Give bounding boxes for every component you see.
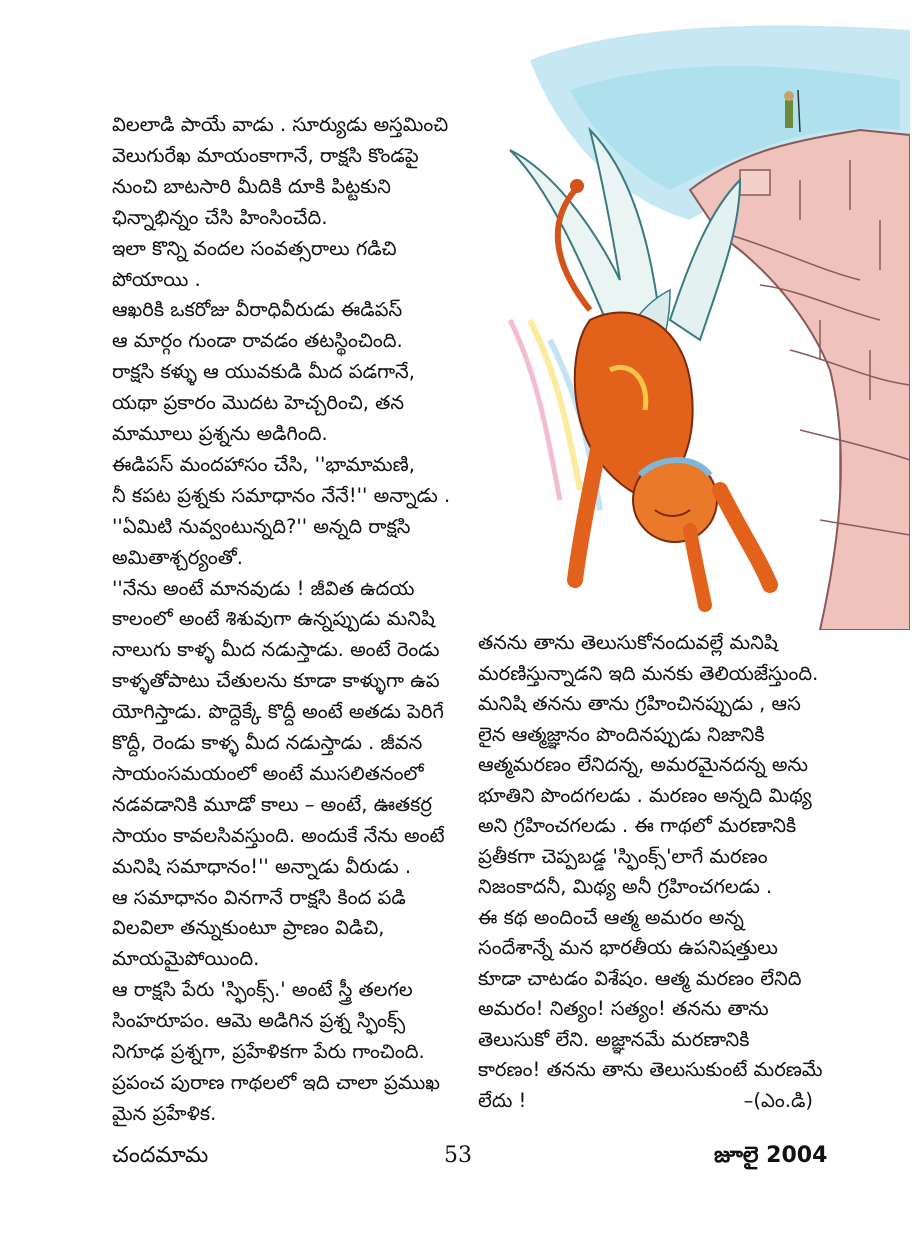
text-line: మనిషి సమాధానం!'' అన్నాడు వీరుడు . [112,854,412,878]
text-line: కారణం! తనను తాను తెలుసుకుంటే మరణమే [478,1058,823,1081]
text-line: విలవిలా తన్నుకుంటూ ప్రాణం విడిచి, [112,916,385,940]
footer-magazine-name: చందమామ [112,1143,209,1168]
text-line: ''ఏమిటి నువ్వంటున్నది?'' అన్నది రాక్షసి [112,514,411,538]
text-line: ఆ సమాధానం వినగానే రాక్షసి కింద పడి [112,885,406,909]
text-line: అమరం! నిత్యం! సత్యం! తనను తాను [478,997,769,1020]
text-line: సందేశాన్నే మన భారతీయ ఉపనిషత్తులు [478,936,778,959]
text-line: యోగిస్తాడు. పొద్దెక్కే కొద్దీ అంటే అతడు పెరిగే [112,700,444,724]
text-line: ఛిన్నాభిన్నం చేసి హింసించేది. [112,205,328,229]
text-line: మైన ప్రహేళిక. [112,1101,217,1125]
text-line: ''నేను అంటే మానవుడు ! జీవిత ఉదయ [112,576,415,600]
text-line: ఆత్మమరణం లేనిదన్న, అమరమైనదన్న అను [478,753,808,776]
text-line: నీ కపట ప్రశ్నకు సమాధానం నేనే!'' అన్నాడు . [112,483,451,507]
text-line: కాలంలో అంటే శిశువుగా ఉన్నప్పుడు మనిషి [112,607,435,631]
text-line: సాయంసమయంలో అంటే ముసలితనంలో [112,761,424,785]
text-line: రాక్షసి కళ్ళు ఆ యువకుడి మీద పడగానే, [112,360,415,384]
left-column [112,112,457,1125]
text-line: లైన ఆత్మజ్ఞానం పొందినప్పుడు నిజానికి [478,722,765,746]
text-line: నుంచి బాటసారి మీదికి దూకి పిట్టకుని [112,174,391,198]
winged-sphinx-illustration [440,20,910,630]
text-line: అని గ్రహించగలడు . ఈ గాథలో మరణానికి [478,814,797,837]
text-line: ఇలా కొన్ని వందల సంవత్సరాలు గడిచి [112,236,397,260]
text-line: కొద్దీ, రెండు కాళ్ళ మీద నడుస్తాడు . జీవన [112,731,423,754]
text-line: లేదు ! [478,1088,527,1112]
text-line: నిజంకాదనీ, మిథ్య అనీ గ్రహించగలడు . [478,875,773,898]
text-line: యథా ప్రకారం మొదట హెచ్చరించి, తన [112,391,405,415]
text-line: భూతిని పొందగలడు . మరణం అన్నది మిథ్య [478,783,812,807]
text-line: మరణిస్తున్నాడని ఇది మనకు తెలియజేస్తుంది. [478,661,819,685]
text-line: కూడా చాటడం విశేషం. ఆత్మ మరణం లేనిది [478,966,802,990]
text-line: కాళ్ళతోపాటు చేతులను కూడా కాళ్ళుగా ఉప [112,669,440,693]
text-line: నాలుగు కాళ్ళ మీద నడుస్తాడు. అంటే రెండు [112,638,440,662]
text-line: ప్రతీకగా చెప్పబడ్డ 'స్ఫింక్స్'లాగే మరణం [478,844,768,868]
text-line: నడవడానికి మూడో కాలు – అంటే, ఊతకర్ర [112,792,432,816]
text-line: మాయమైపోయింది. [112,947,260,971]
right-column [478,630,823,1130]
footer-issue-date: జూలై 2004 [714,1143,828,1168]
footer-page-number: 53 [444,1143,472,1168]
text-line: ఈ కథ అందించే ఆత్మ అమరం అన్న [478,905,744,929]
text-line: తనను తాను తెలుసుకోనందువల్లే మనిషి [478,631,778,654]
text-line: ఈడిపస్ మందహాసం చేసి, ''భామామణి, [112,452,415,476]
text-line: ప్రపంచ పురాణ గాథలలో ఇది చాలా ప్రముఖ [112,1070,440,1094]
text-line: తెలుసుకో లేని. అజ్ఞానమే మరణానికి [478,1027,750,1051]
author-signature: –(ఎం.డి) [743,1088,813,1112]
text-line: మనిషి తనను తాను గ్రహించినప్పుడు , ఆస [478,692,801,715]
text-line: ఆ రాక్షసి పేరు 'స్ఫింక్స్.' అంటే స్త్రీ తలగల [112,978,413,1002]
text-line: మామూలు ప్రశ్నను అడిగింది. [112,422,328,445]
text-line: ఆఖరికి ఒకరోజు వీరాధివీరుడు ఈడిపస్ [112,298,403,322]
text-line: ఆ మార్గం గుండా రావడం తటస్థించింది. [112,329,403,353]
text-line: నిగూఢ ప్రశ్నగా, ప్రహేళికగా పేరు గాంచింది. [112,1040,425,1063]
text-line: అమితాశ్చర్యంతో. [112,545,243,569]
text-line: సింహరూపం. ఆమె అడిగిన ప్రశ్న స్ఫింక్స్ [112,1009,406,1033]
text-line: సాయం కావలసివస్తుంది. అందుకే నేను అంటే [112,823,445,847]
text-line: విలలాడి పాయే వాడు . సూర్యుడు అస్తమించి [112,113,449,136]
text-line: పోయాయి . [112,267,201,291]
text-line: వెలుగురేఖ మాయంకాగానే, రాక్షసి కొండపై [112,143,419,167]
